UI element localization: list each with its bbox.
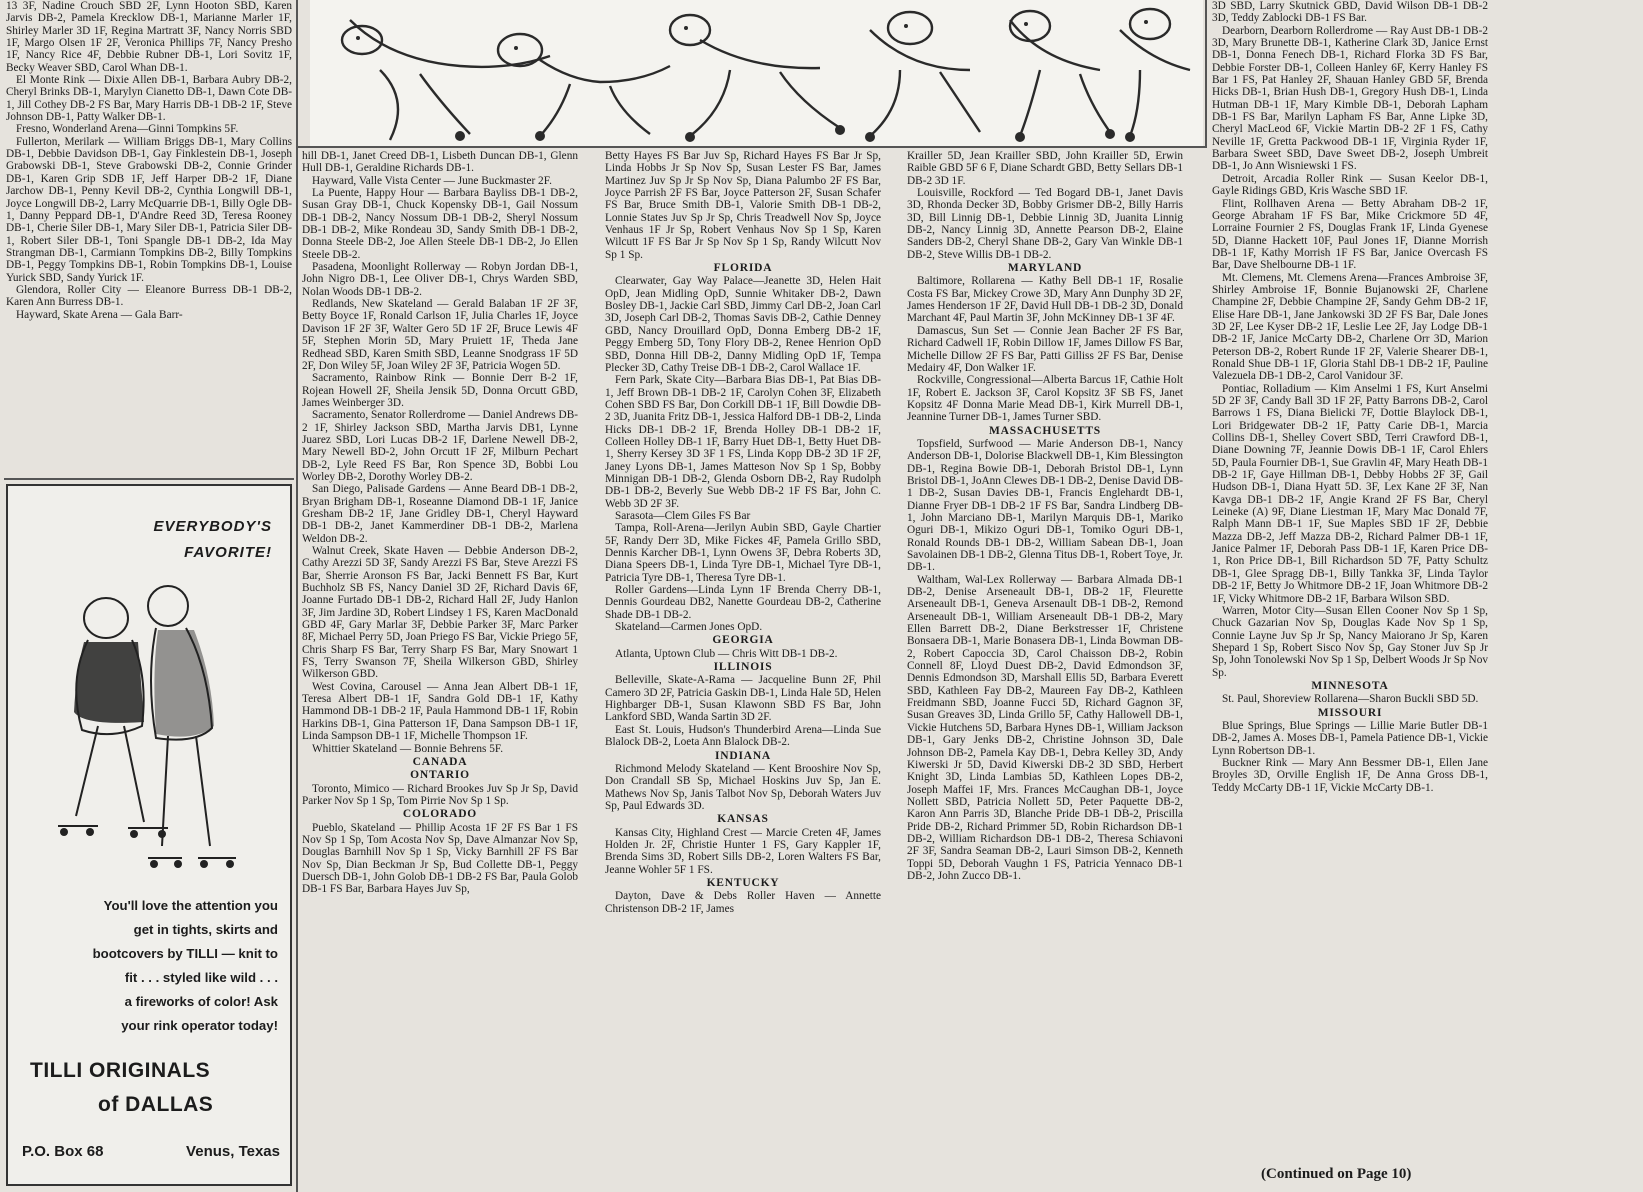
ad-brand: [30, 1054, 213, 1122]
rink-listing: Blue Springs, Blue Springs — Lillie Marie Butler DB-1 DB-2, James A. Moses DB-1, Pamela Patience DB-1, Vickie Lynn Robertson DB-1.: [1212, 719, 1488, 757]
rink-listing: 13 3F, Nadine Crouch SBD 2F, Lynn Hooton SBD, Karen Jarvis DB-2, Pamela Krecklow DB-1, Marianne Marler 1F, Shirley Marler 3D 1F, Regina Martratt 3F, Nancy Norris SBD 1F, Margo Olsen 1F 2F, Veronica Phillips 7F, Nancy Presho 1F, Nancy Rice 4F, Debbie Rubner DB-1, Lori Sovitz 1F, Becky Weaver SBD, Carol Whan DB-1.: [6, 0, 292, 74]
rink-listing: Tampa, Roll-Arena—Jerilyn Aubin SBD, Gayle Chartier 5F, Randy Derr 3D, Mike Fickes 4F, Pamela Grillo SBD, Dennis Karcher DB-1, Lynn Owens 3F, Debra Roberts 3D, Diana Speers DB-1, Linda Tyre DB-1, Michael Tyre DB-1, Patricia Tyre DB-1, Theresa Tyre DB-1.: [605, 522, 881, 584]
state-heading: KENTUCKY: [706, 876, 780, 889]
ad-address: [22, 1143, 280, 1160]
rink-listing: Baltimore, Rollarena — Kathy Bell DB-1 1F, Rosalie Costa FS Bar, Mickey Crowe 3D, Mary Ann Dunphy 3D 2F, James Henderson 1F 2F, David Hull DB-1 DB-2 3D, Donald Marchant 4F, Paul Martin 3F, John McKinney DB-1 3F 4F.: [907, 275, 1183, 325]
ad-copy-line: You'll love the attention you: [103, 898, 278, 913]
state-heading: FLORIDA: [713, 262, 773, 275]
rink-listing: Pasadena, Moonlight Rollerway — Robyn Jordan DB-1, John Nigro DB-1, Lee Oliver DB-1, Chrys Warden SBD, Nolan Woods DB-1 DB-2.: [302, 261, 578, 298]
rink-listing: Clearwater, Gay Way Palace—Jeanette 3D, Helen Hait OpD, Jean Midling OpD, Sunnie Whitaker DB-2, Dawn Bosley DB-1, Jackie Carl SBD, Jimmy Carl DB-2, Joan Carl 3D, Joseph Carl DB-2, Thomas Savis DB-2, Cathie Denney GBD, Nancy Drouillard OpD, Donna Emberg DB-2 1F, Peggy Emberg 5D, Tony Flory DB-2, Renee Henrion OpD SBD, Donna Hill DB-2, Danny Midling OpD 1F, Tempa Plecker 3D, Cathy Treise DB-1 DB-2, Carol Wallace 1F.: [605, 275, 881, 374]
rink-listing: San Diego, Palisade Gardens — Anne Beard DB-1 DB-2, Bryan Brigham DB-1, Roseanne Diamond DB-1 1F, Janice Gresham DB-2 1F, Jane Gridley DB-1, Cheryl Hayward DB-1 DB-2, Janet Kammerdiner DB-1 DB-2, Marlena Weldon DB-2.: [302, 483, 578, 545]
rink-listing: Belleville, Skate-A-Rama — Jacqueline Bunn 2F, Phil Camero 3D 2F, Patricia Gaskin DB-1, Linda Hale 5D, Helen Highbarger DB-1, Susan Klawonn SBD FS Bar, John Lankford SBD, Wanda Sartin 3D 2F.: [605, 674, 881, 724]
rink-listing: Dearborn, Dearborn Rollerdrome — Ray Aust DB-1 DB-2 3D, Mary Brunette DB-1, Katherine Clark 3D, Janice Ernst DB-1, Donna Fenech DB-1, Richard Florka 3D FS Bar, Debbie Forster DB-1, Colleen Hanley 6F, Kerry Hanley FS Bar 1 FS, Pat Hanley 2F, Shauan Hanley GBD 5F, Brenda Hicks DB-1, Brian Hush DB-1, Gregory Hush DB-1, Linda Hutman DB-1 1F, Mary Kimble DB-1, Deborah Lapham DB-1 FS Bar, Marilyn Lapham FS Bar, Anne Lipke 3D, Cheryl MacLeod 6F, Vickie Martin DB-2 2F 1 FS, Cathy Neville 1F, Gretta Packwood DB-1 1F, Virginia Ryder 1F, Barbara Sweet SBD, Dave Sweet DB-2, Joseph Umbreit DB-1, Jo Ann Wisniewski 1 FS.: [1212, 24, 1488, 173]
banner-rule: [296, 146, 1207, 148]
rink-listing: Waltham, Wal-Lex Rollerway — Barbara Almada DB-1 DB-2, Denise Arseneault DB-1, DB-2 1F, Fleurette Arseneault DB-1, Geneva Arsenault DB-1 DB-2, Remond Arseneault DB-1, William Arseneault DB-1 DB-2, Mary Ellen Barrett DB-2, Diane Berkstresser 1F, Christene Bonsaera DB-1, Marie Bonasera DB-1, Linda Bowman DB-2, Robert Capoccia 3D, Carol Chaisson DB-2, Robin Connell 8F, Lloyd Duest DB-2, David Edmondson 3F, Dennis Edmondson 3D, Marshall Ellis 5D, Barbara Everett SBD, Kathleen Fay DB-2, Maureen Fay DB-2, Kathleen Freidmann SBD, Joanne Fucci 5D, Richard Gagnon 3F, Susan Greaves 3D, Linda Grillo 5F, Cathy Hallowell DB-1, Vickie Hutchens 5D, Barbara Hynes DB-1, William Jackson DB-1, Gary Jenks DB-2, Christine Johnson 3D, Dale Johnson DB-2, Pamela Kay DB-1, Debra Kelley 3D, Andy Kiwerski Jr 5D, David Kiwerski DB-2 3D SBD, Herbert Knight 3D, Linda Lambias 5D, Kathleen Lopes DB-2, Joseph Maffei 1F, Mrs. Frances McCaughan DB-1, Joyce Nollett SBD, Patricia Nollett 5D, Peter Paquette DB-2, Karon Ann Parris 3D, Blanche Pride DB-1 DB-2, Priscilla Pride DB-2, Richard Primmer 5D, Robin Richardson DB-1 DB-2, William Richardson DB-1 DB-2, Theresa Schiavoni 2F 3F, Sandra Seaman DB-2, Lauri Simson DB-2, Kenneth Toppi 5D, Deborah Vaughn 1 FS, Patricia Yennaco DB-1 DB-2, John Zucco DB-1.: [907, 573, 1183, 882]
tilli-originals-ad: [6, 484, 292, 1186]
rink-listing: West Covina, Carousel — Anna Jean Albert DB-1 1F, Teresa Albert DB-1 1F, Sandra Gold DB-1 1F, Kathy Hammond DB-1 DB-2 1F, Paula Hammond DB-1 1F, Robin Harkins DB-1, Gina Patterson 1F, Dana Sampson DB-1 1F, Linda Sampson DB-1 1F, Michelle Thompson 1F.: [302, 680, 578, 743]
rink-listing: Roller Gardens—Linda Lynn 1F Brenda Cherry DB-1, Dennis Gourdeau DB2, Nanette Gourdeau DB-2, Catherine Shade DB-1 DB-2.: [605, 584, 881, 621]
rink-listing: Skateland—Carmen Jones OpD.: [615, 621, 763, 634]
rink-listing: Buckner Rink — Mary Ann Bessmer DB-1, Ellen Jane Broyles 3D, Orville English 1F, De Anna Gross DB-1, Teddy McCarty DB-1 1F, Vickie McCarty DB-1.: [1212, 756, 1488, 794]
state-heading: MISSOURI: [1317, 706, 1383, 719]
skaters-cartoon-banner: [310, 0, 1203, 146]
rink-listing: 3D SBD, Larry Skutnick GBD, David Wilson DB-1 DB-2 3D, Teddy Zablocki DB-1 FS Bar.: [1212, 0, 1488, 25]
ad-city: Venus, Texas: [186, 1143, 280, 1160]
state-heading: ILLINOIS: [713, 661, 773, 674]
rink-listing: Rockville, Congressional—Alberta Barcus 1F, Cathie Holt 1F, Robert E. Jackson 3F, Carol Kopsitz 3F SB FS, Janet Kopsitz 4F Donna Marie Mead DB-1, Kirk Murrell DB-1, Jeannine Turner DB-1, James Turner SBD.: [907, 374, 1183, 424]
rink-listing: Mt. Clemens, Mt. Clemens Arena—Frances Ambroise 3F, Shirley Ambroise 1F, Bonnie Bujanowski 2F, Charlene Champine 2F, Debbie Champine 2F, Sandy Gehm DB-2 1F, Elise Hare DB-1, Jane Jankowski 3D 2F FS Bar, Dale Jones 3D 2F, Lee Kyser DB-2 1F, Leslie Lee 2F, Jay Lodge DB-1 DB-2 1F, Janice McCarty DB-2, Charlene Orr 3D, Marion Peterson DB-2, Robert Runde 1F 2F, Valerie Shearer DB-1, Ronald Shue DB-1 1F, Gloria Stahl DB-1 DB-2 1F, Pauline Valezuela DB-1 DB-2, Carol Vanidour 3F.: [1212, 271, 1488, 383]
rink-listing: Detroit, Arcadia Roller Rink — Susan Keelor DB-1, Gayle Ridings GBD, Kris Wasche SBD 1F.: [1212, 172, 1488, 198]
rink-listing: Pueblo, Skateland — Phillip Acosta 1F 2F FS Bar 1 FS Nov Sp 1 Sp, Tom Acosta Nov Sp, Dave Almanzar Nov Sp, Douglas Barnhill Nov Sp 1 Sp, Vicky Barnhill 2F FS Bar Nov Sp, Dian Beckman Jr Sp, Bud Collette DB-1, Peggy Duersch DB-1, John Golob DB-1 DB-2 FS Bar, Paula Golob DB-1 FS Bar, Barbara Hayes Juv Sp,: [302, 821, 578, 896]
ad-top-rule: [4, 478, 294, 480]
ad-copy: [6, 894, 278, 1038]
rink-listing: Glendora, Roller City — Eleanore Burress DB-1 DB-2, Karen Ann Burress DB-1.: [6, 283, 292, 309]
rink-listing: Richmond Melody Skateland — Kent Brooshire Nov Sp, Don Crandall SB Sp, Michael Hoskins Juv Sp, Jan E. Mathews Nov Sp, Janis Talbot Nov Sp, Deborah Waters Juv Sp, Paul Edwards 3D.: [605, 762, 881, 812]
column-rule: [1205, 0, 1207, 148]
ad-headline-line-2: FAVORITE!: [184, 544, 272, 561]
rink-listing: Toronto, Mimico — Richard Brookes Juv Sp Jr Sp, David Parker Nov Sp 1 Sp, Tom Pirrie Nov Sp 1 Sp.: [302, 782, 578, 807]
continued-on-page-note: (Continued on Page 10): [1261, 1166, 1412, 1182]
state-heading: MINNESOTA: [1311, 679, 1389, 692]
rink-listing: Pontiac, Rolladium — Kim Anselmi 1 FS, Kurt Anselmi 5D 2F 3F, Candy Ball 3D 1F 2F, Patty Barrons DB-2, Carol Barrows 1 FS, Diana Bielicki 7F, Dottie Blaylock DB-1, Lori Bridgewater DB-2 1F, Patty Carie DB-1, Marcia Collins DB-1, Shelley Covert SBD, Terri Crawford DB-1, Diane Downing 7F, Jeannie Dowis DB-1 1F, Carol Ehlers 5D, Paula Fournier DB-1, Sue Gravlin 4F, Mary Heath DB-1 DB-2 1F, Gaye Hillman DB-1, Debby Hobbs 2F 3F, Gail Hudson DB-1, Diana Hyatt 5D. 3F, Lex Kane 2F 3F, Nan Kavga DB-1 DB-2 1F, Angie Krand 2F FS Bar, Cheryl Leineke (A) 9F, Diane Liestman 1F, Mary Mac Donald 7F, Ralph Mann DB-1 1F, Sue Maples SBD 1F 2F, Debbie Mazza DB-2, Jeff Mazza DB-2, Richard Palmer DB-1 1F, Janice Palmer 1F, Deborah Pass DB-1 1F, Karen Price DB-1, Ron Price DB-1, Bill Richardson 5D 7F, Patty Schultz DB-1, Glee Spragg DB-1, Billy Tankka 3F, Linda Taylor DB-2 1F, Betty Jo Whitmore DB-2 1F, Joan Whitmore DB-2 1F, Vicky Whitmore DB-2 1F, Barbara Wilson SBD.: [1212, 382, 1488, 605]
column-rule: [296, 0, 298, 1192]
skaters-cartoon-drawing: [310, 0, 1203, 146]
rink-listing: Sarasota—Clem Giles FS Bar: [615, 509, 751, 522]
rink-listing: Sacramento, Rainbow Rink — Bonnie Derr B-2 1F, Rojean Howell 2F, Sheila Jensik 5D, Donna Orcutt GBD, James Weinberger 3D.: [302, 372, 578, 409]
state-heading: COLORADO: [402, 808, 478, 821]
rink-listing: Flint, Rollhaven Arena — Betty Abraham DB-2 1F, George Abraham 1F FS Bar, Mike Crickmore 5D 4F, Lorraine Fournier 2 FS, Douglas Frank 1F, Linda Gyenese 5D, Dianne Hackett 10F, Paul Jones 1F, Dianne Morrish DB-1 1F, Kathy Morrish 1F FS Bar, Janice Overcash FS Bar, Dave Shelbourne DB-1 1F.: [1212, 197, 1488, 272]
column-5-text: [1212, 0, 1488, 1162]
rink-listing: Fullerton, Merilark — William Briggs DB-1, Mary Collins DB-1, Debbie Davidson DB-1, Gay Finklestein DB-1, Joseph Grabowski DB-1, Steve Grabowski DB-2, Connie Grinder DB-1, Karen Grip SDB 1F, Jeff Harper DB-2 1F, Diane Jarchow DB-1, Penny Kevil DB-2, Cynthia Longwill DB-1, Joyce Longwill DB-2, Larry McQuarrie DB-1, Billy Ogle DB-1, Danny Peppard DB-1, D'Andre Reed 3D, Teresa Rooney DB-1, Cherie Siler DB-1, Mary Siler DB-1, Patricia Siler DB-1, Robert Siler DB-1, Toni Spangle DB-1 DB-2, Ida May Strangman DB-1, Carmiann Tompkins DB-2, Billy Tompkins DB-1, Peggy Tompkins DB-1, Robin Tompkins DB-1, Louise Yurick SBD, Sandy Yurick 1F.: [6, 135, 292, 284]
rink-listing: Fresno, Wonderland Arena—Ginni Tompkins 5F.: [16, 123, 239, 136]
rink-listing: St. Paul, Shoreview Rollarena—Sharon Buckli SBD 5D.: [1222, 693, 1479, 706]
rink-listing: Topsfield, Surfwood — Marie Anderson DB-1, Nancy Anderson DB-1, Dolorise Blackwell DB-1, Kim Blessington DB-1, Regina Bowie DB-1, Deborah Bristol DB-1, Lynn Bristol DB-1, JoAnn Clewes DB-1 DB-2, Denise David DB-1 DB-2, Susan Davies DB-1, Francis Englehardt DB-1, Dianne Fryer DB-1 DB-2 1F FS Bar, Sandra Lindberg DB-1, John Marciano DB-1, Marilyn Marquis DB-1, Mariko Oguri DB-1, Mikizo Oguri DB-1, Tomiko Oguri DB-1, Ronald Rounds DB-1 DB-2, William Sabean DB-1, Joan Savolainen DB-1 DB-2, Glenna Titus DB-1, Robert Toye, Jr. DB-1.: [907, 437, 1183, 574]
rink-listing: Redlands, New Skateland — Gerald Balaban 1F 2F 3F, Betty Boyce 1F, Ronald Carlson 1F, Julia Charles 1F, Joyce Davison 1F 2F 3F, Walter Gero 5D 1F 2F, Bruce Lewis 4F 5F, Stephen Morin 5D, Mary Pruiett 1F, Theda Jane Redhead SBD, Karen Smith SBD, Leanne Snodgrass 1F 5D 2F, Don Wiley 5F, Joan Wiley 2F 3F, Patricia Wogen 5D.: [302, 298, 578, 372]
ad-copy-line: a fireworks of color! Ask: [124, 994, 278, 1009]
state-heading: MASSACHUSETTS: [988, 424, 1101, 437]
rink-listing: Damascus, Sun Set — Connie Jean Bacher 2F FS Bar, Richard Cadwell 1F, Robin Dillow 1F, James Dillow FS Bar, Michelle Dillow 2F FS Bar, Patti Gilliss 2F FS Bar, Denise Medairy 4F, Don Walker 1F.: [907, 324, 1183, 374]
rink-listing: El Monte Rink — Dixie Allen DB-1, Barbara Aubry DB-2, Cheryl Brinks DB-1, Marylyn Cianetto DB-1, Dawn Cote DB-1, Jill Cothey DB-2 FS Bar, Mary Harris DB-1 DB-2 1F, Steve Johnson DB-1, Patty Walker DB-1.: [6, 74, 292, 124]
rink-listing: Atlanta, Uptown Club — Chris Witt DB-1 DB-2.: [615, 647, 838, 660]
rink-listing: East St. Louis, Hudson's Thunderbird Arena—Linda Sue Blalock DB-2, Loeta Ann Blalock DB-2.: [605, 723, 881, 749]
state-heading: KANSAS: [717, 813, 769, 826]
couple-skating-illustration: [28, 576, 258, 876]
ad-headline: [154, 514, 273, 566]
rink-listing: Louisville, Rockford — Ted Bogard DB-1, Janet Davis 3D, Rhonda Decker 3D, Bobby Grismer DB-2, Billy Harris 3D, Bill Linnig DB-1, Debbie Linnig 3D, Juanita Linnig DB-2, Nancy Linnig 3D, Annette Pearson DB-2, Elaine Sanders DB-2, Cheryl Shane DB-2, Gary Van Winkle DB-1 DB-2, Steve Willis DB-1 DB-2.: [907, 187, 1183, 261]
column-1-text: [6, 0, 292, 476]
rink-listing: hill DB-1, Janet Creed DB-1, Lisbeth Duncan DB-1, Glenn Hull DB-1, Geraldine Richards DB-1.: [302, 150, 578, 175]
state-heading: INDIANA: [714, 749, 772, 762]
state-heading: ONTARIO: [410, 769, 470, 782]
rink-listing: Fern Park, Skate City—Barbara Bias DB-1, Pat Bias DB-1, Jeff Brown DB-1 DB-2 1F, Carolyn Cohen 3F, Elizabeth Cohen SBD FS Bar, Don Corkill DB-1 1F, Bill Dowdie DB-2 3D, Juanita Fritz DB-1, Jessica Halford DB-1 DB-2, Linda Hicks DB-1 DB-2 1F, Brenda Holley DB-1 DB-2 1F, Colleen Holley DB-1 1F, Barry Huet DB-1, Betty Huet DB-1, Sherry Kersey 3D 3F 1 FS, Linda Kopp DB-2 3D 1F 2F, Janey Lyons DB-1, James Matteson Nov Sp 1 Sp, Bobby Minnigan DB-1 DB-2, Glenda Osborn DB-2, Ray Rudolph DB-1 DB-2, Beverly Sue Webb DB-2 1F FS Bar, John C. Webb 3D 2F 3F.: [605, 374, 881, 510]
ad-copy-line: bootcovers by TILLI — knit to: [92, 946, 278, 961]
rink-listing: Dayton, Dave & Debs Roller Haven — Annette Christenson DB-2 1F, James: [605, 890, 881, 915]
ad-headline-line-1: EVERYBODY'S: [153, 518, 272, 535]
column-3-text: [605, 150, 881, 1192]
rink-listing: Hayward, Valle Vista Center — June Buckmaster 2F.: [312, 174, 552, 187]
column-2-text: [302, 150, 578, 1192]
ad-po-box: P.O. Box 68: [22, 1143, 104, 1160]
rink-listing: Krailler 5D, Jean Krailler SBD, John Krailler 5D, Erwin Raible GBD 5F 6 F, Diane Schardt GBD, Betty Sellars DB-1 DB-2 3D 1F.: [907, 150, 1183, 187]
ad-brand-name: TILLI ORIGINALS: [30, 1059, 211, 1082]
rink-listing: Warren, Motor City—Susan Ellen Cooner Nov Sp 1 Sp, Chuck Gazarian Nov Sp, Douglas Kade Nov Sp 1 Sp, Connie Layne Juv Sp Jr Sp, Nancy Maiorano Jr Sp, Karen Shepard 1 Sp, Robert Sisco Nov Sp, Gay Stoner Juv Sp Jr Sp, John Tonolewski Nov Sp 1 Sp, Delbert Woods Jr Sp Nov Sp.: [1212, 604, 1488, 679]
rink-listing: Hayward, Skate Arena — Gala Barr-: [16, 308, 183, 321]
column-4-text: [907, 150, 1183, 1192]
rink-listing: Walnut Creek, Skate Haven — Debbie Anderson DB-2, Cathy Arezzi 5D 3F, Sandy Arezzi FS Bar, Steve Arezzi FS Bar, Sherrie Aronson FS Bar, Jacki Bennett FS Bar, Kurt Buchholz SB FS, Nancy Daniel 3D 2F, Richard Davis 6F, Joanne Furtado DB-1 DB-2, Richard Hall 2F, Judy Hanlon 3F, Jim Jardine 3D, Robert Lindsey 1 FS, Karen MacDonald GBD 4F, Gary Marlar 3F, Debbie Parker 3F, Marc Parker 8F, Michael Perry 5D, Joan Priego FS Bar, Vickie Priego 5F, Chris Sharp FS Bar, Terry Sharp FS Bar, Mary Snowart 1 FS, Terry Swanson 7F, Sheila Wilkerson GBD, Shirley Wilkerson GBD.: [302, 545, 578, 681]
rink-listing: Kansas City, Highland Crest — Marcie Creten 4F, James Holden Jr. 2F, Christie Hunter 1 FS, Gary Kappler 1F, Brenda Sims 3D, Robert Sills DB-2, Loren Walters FS Bar, Jeanne Wohler 5F 1 FS.: [605, 826, 881, 876]
state-heading: CANADA: [412, 755, 468, 768]
rink-listing: Sacramento, Senator Rollerdrome — Daniel Andrews DB-2 1F, Shirley Jackson SBD, Martha Jarvis DB1, Lynne Juarez SBD, Lori Lucas DB-2 1F, Darlene Newell DB-2, Mary Newell BD-2, John Orcutt 1F 2F, Milburn Pechart DB-2, Lyle Reed FS Bar, Ron Spence 3D, Bobbi Lou Worley DB-2, Dorothy Worley DB-2.: [302, 409, 578, 483]
ad-brand-city: of DALLAS: [98, 1093, 214, 1116]
rink-listing: Betty Hayes FS Bar Juv Sp, Richard Hayes FS Bar Jr Sp, Linda Hobbs Jr Sp Nov Sp, Susan Lester FS Bar, James Martinez Juv Sp Jr Sp Nov Sp, Diana Palumbo 2F FS Bar, Joyce Parrish 2F FS Bar, Joyce Patterson 2F, Susan Schafer FS Bar, Bruce Smith DB-1, Valorie Smith DB-1 DB-2, Lonnie States Juv Sp Jr Sp, Chris Treadwell Nov Sp, Joyce Venhaus 1F Jr Sp, Robert Venhaus Nov Sp 1 Sp, Karen Wilcutt 1F FS Bar Jr Sp Nov Sp 1 Sp, Randy Wilcutt Nov Sp 1 Sp.: [605, 150, 881, 261]
ad-copy-line: get in tights, skirts and: [133, 922, 278, 937]
ad-copy-line: fit . . . styled like wild . . .: [124, 970, 278, 985]
state-heading: GEORGIA: [712, 634, 774, 647]
rink-listing: Whittier Skateland — Bonnie Behrens 5F.: [312, 742, 504, 755]
state-heading: MARYLAND: [1007, 262, 1083, 275]
ad-copy-line: your rink operator today!: [121, 1018, 278, 1033]
rink-listing: La Puente, Happy Hour — Barbara Bayliss DB-1 DB-2, Susan Gray DB-1, Chuck Kopensky DB-1, Gail Nossum DB-1 DB-2, Nancy Nossum DB-1 DB-2, Sheryl Nossum DB-1 DB-2, Mike Rondeau 3D, Sandy Smith DB-1 DB-2, Donna Steele DB-2, Joe Allen Steele DB-1 DB-2, Jo Ellen Steele DB-2.: [302, 187, 578, 261]
